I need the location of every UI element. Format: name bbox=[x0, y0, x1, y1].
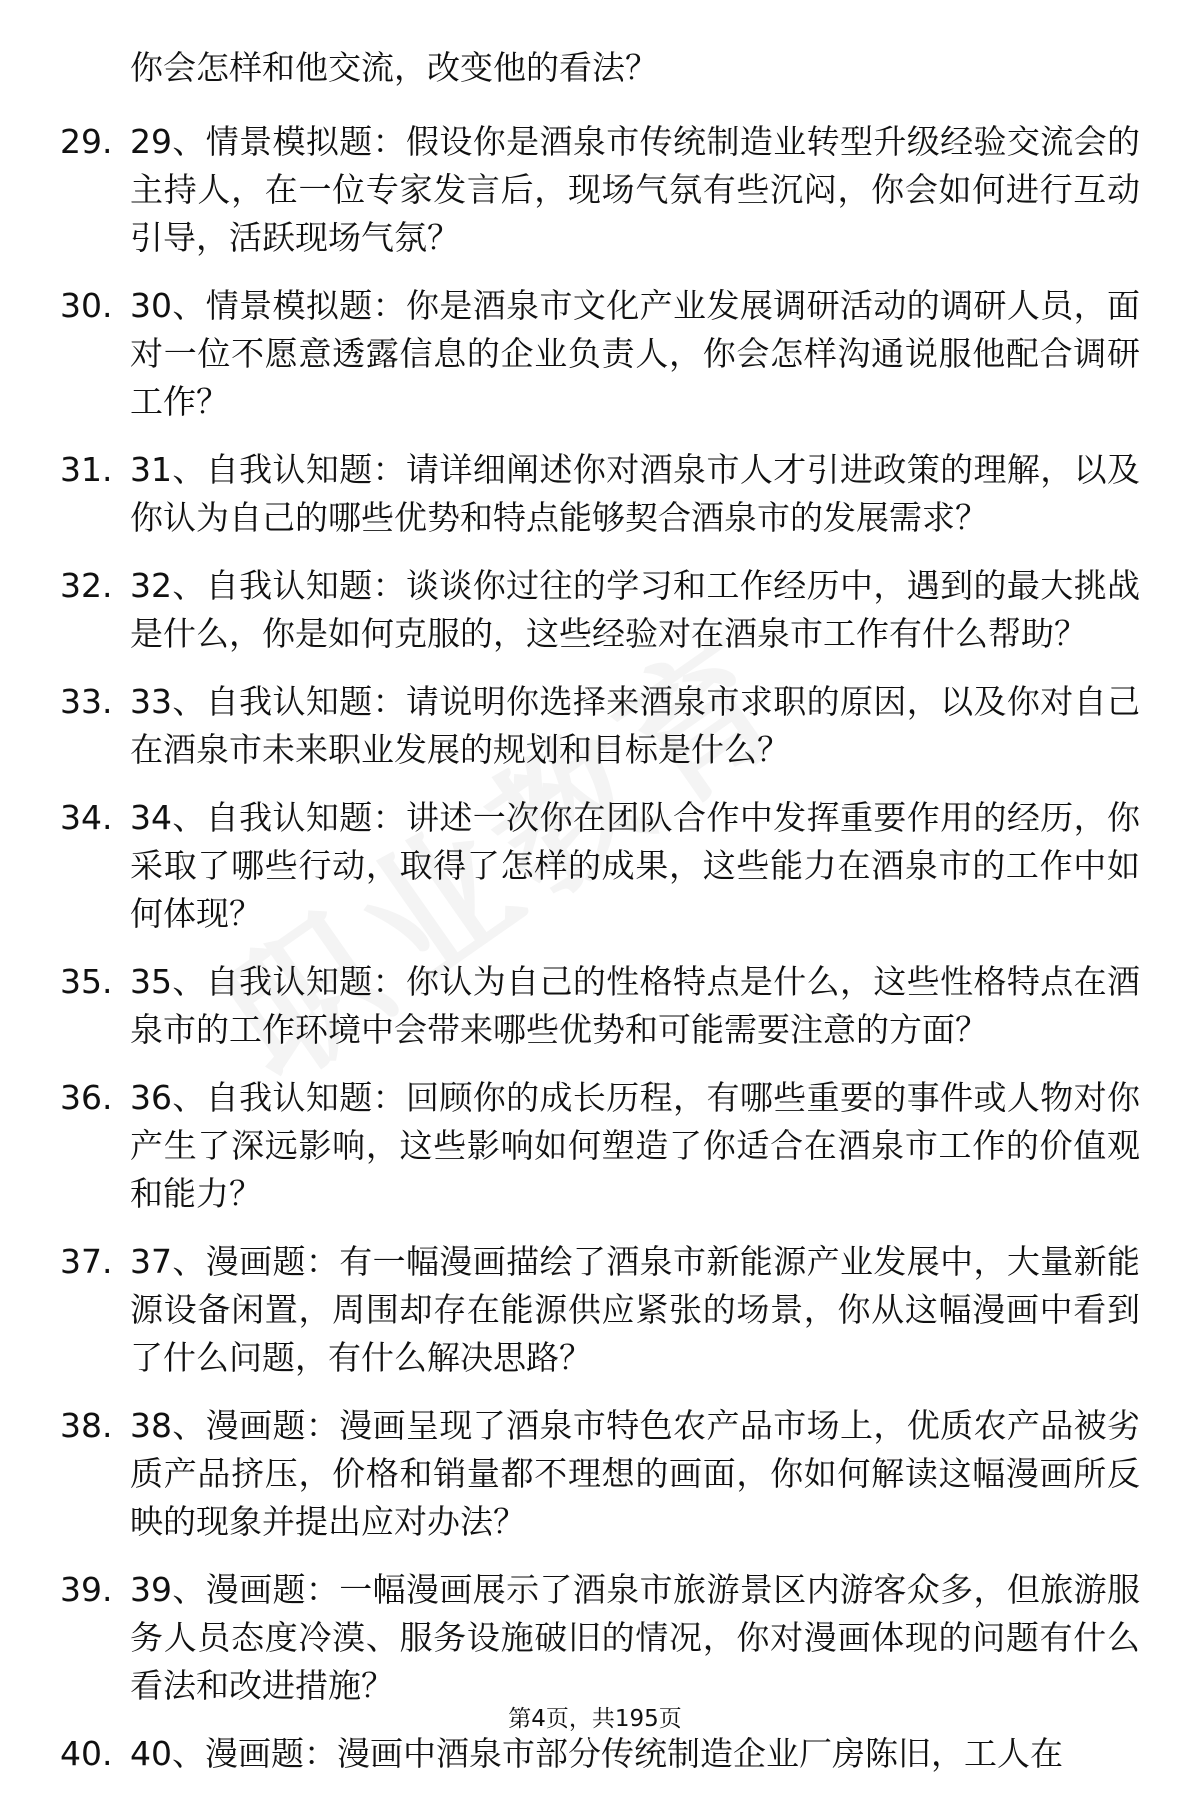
list-item bbox=[60, 1566, 1150, 1710]
continued-question-text: 你会怎样和他交流，改变他的看法？ bbox=[130, 48, 658, 87]
item-text: 33、自我认知题：请说明你选择来酒泉市求职的原因，以及你对自己在酒泉市未来职业发展的规划和目标是什么？ bbox=[130, 682, 1140, 769]
item-text: 34、自我认知题：讲述一次你在团队合作中发挥重要作用的经历，你采取了哪些行动，取得了怎样的成果，这些能力在酒泉市的工作中如何体现？ bbox=[130, 798, 1140, 933]
list-item bbox=[60, 1238, 1150, 1382]
list-item bbox=[60, 1402, 1150, 1546]
item-text: 31、自我认知题：请详细阐述你对酒泉市人才引进政策的理解，以及你认为自己的哪些优势和特点能够契合酒泉市的发展需求？ bbox=[130, 450, 1140, 537]
item-number: 30. bbox=[60, 286, 113, 325]
list-item bbox=[60, 1074, 1150, 1218]
item-number: 34. bbox=[60, 798, 113, 837]
list-item bbox=[60, 794, 1150, 938]
item-number: 31. bbox=[60, 450, 113, 489]
list-item bbox=[60, 446, 1150, 542]
list-item bbox=[60, 1730, 1150, 1778]
item-text: 36、自我认知题：回顾你的成长历程，有哪些重要的事件或人物对你产生了深远影响，这些影响如何塑造了你适合在酒泉市工作的价值观和能力？ bbox=[130, 1078, 1140, 1213]
item-number: 37. bbox=[60, 1242, 113, 1281]
item-text: 29、情景模拟题：假设你是酒泉市传统制造业转型升级经验交流会的主持人，在一位专家发言后，现场气氛有些沉闷，你会如何进行互动引导，活跃现场气氛？ bbox=[130, 122, 1140, 257]
list-item bbox=[60, 118, 1150, 262]
item-text: 30、情景模拟题：你是酒泉市文化产业发展调研活动的调研人员，面对一位不愿意透露信息的企业负责人，你会怎样沟通说服他配合调研工作？ bbox=[130, 286, 1140, 421]
item-number: 32. bbox=[60, 566, 113, 605]
item-text: 38、漫画题：漫画呈现了酒泉市特色农产品市场上，优质农产品被劣质产品挤压，价格和销量都不理想的画面，你如何解读这幅漫画所反映的现象并提出应对办法？ bbox=[130, 1406, 1140, 1541]
item-text: 39、漫画题：一幅漫画展示了酒泉市旅游景区内游客众多，但旅游服务人员态度冷漠、服务设施破旧的情况，你对漫画体现的问题有什么看法和改进措施？ bbox=[130, 1570, 1140, 1705]
question-list bbox=[60, 44, 1150, 1798]
page-number-footer: 第4页，共195页 bbox=[508, 1706, 682, 1732]
list-item bbox=[60, 958, 1150, 1054]
item-number: 29. bbox=[60, 122, 113, 161]
list-item bbox=[60, 562, 1150, 658]
item-text: 35、自我认知题：你认为自己的性格特点是什么，这些性格特点在酒泉市的工作环境中会带来哪些优势和可能需要注意的方面？ bbox=[130, 962, 1140, 1049]
item-number: 35. bbox=[60, 962, 113, 1001]
item-number: 39. bbox=[60, 1570, 113, 1609]
list-item bbox=[60, 678, 1150, 774]
item-text: 32、自我认知题：谈谈你过往的学习和工作经历中，遇到的最大挑战是什么，你是如何克服的，这些经验对在酒泉市工作有什么帮助？ bbox=[130, 566, 1140, 653]
item-number: 33. bbox=[60, 682, 113, 721]
item-number: 36. bbox=[60, 1078, 113, 1117]
list-item bbox=[60, 282, 1150, 426]
item-text: 37、漫画题：有一幅漫画描绘了酒泉市新能源产业发展中，大量新能源设备闲置，周围却存在能源供应紧张的场景，你从这幅漫画中看到了什么问题，有什么解决思路？ bbox=[130, 1242, 1140, 1377]
item-text: 40、漫画题：漫画中酒泉市部分传统制造企业厂房陈旧，工人在 bbox=[130, 1734, 1063, 1773]
item-number: 38. bbox=[60, 1406, 113, 1445]
item-number: 40. bbox=[60, 1734, 113, 1773]
